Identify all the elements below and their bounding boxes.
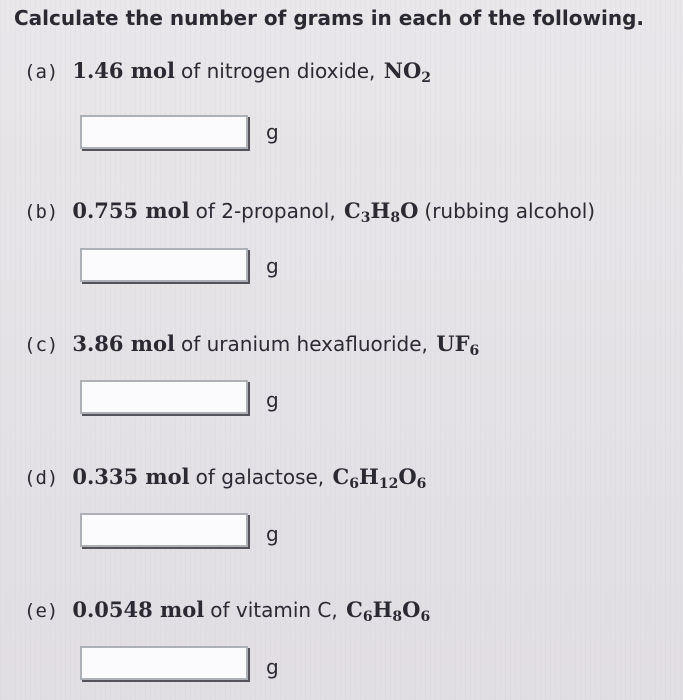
unit-label-b: g <box>266 254 279 278</box>
formula-subscript: 6 <box>349 476 359 492</box>
formula-subscript: 12 <box>378 476 399 492</box>
question-a <box>24 58 431 86</box>
compound-name: of uranium hexafluoride, <box>181 332 428 356</box>
mole-amount: 0.335 mol <box>72 464 190 489</box>
answer-input-b[interactable] <box>80 248 248 282</box>
formula-subscript: 6 <box>416 476 427 492</box>
compound-name: of nitrogen dioxide, <box>181 59 376 83</box>
formula-element: H <box>372 597 393 622</box>
unit-label-c: g <box>266 388 279 412</box>
unit-label-e: g <box>266 655 279 679</box>
mole-amount: 1.46 mol <box>72 58 175 83</box>
chemical-formula <box>436 331 480 359</box>
unit-label-d: g <box>266 522 279 546</box>
chemical-formula <box>332 464 427 492</box>
chemical-formula <box>383 58 431 86</box>
answer-input-c[interactable] <box>80 380 248 414</box>
compound-name: of vitamin C, <box>210 598 338 622</box>
formula-element: C <box>344 198 361 223</box>
formula-element: O <box>400 198 419 223</box>
question-letter: (c) <box>24 334 59 356</box>
formula-subscript: 6 <box>362 609 373 625</box>
formula-element: C <box>332 464 350 489</box>
question-d <box>24 464 426 492</box>
formula-subscript: 3 <box>360 210 371 226</box>
formula-subscript: 2 <box>421 70 431 86</box>
formula-element: O <box>398 464 417 489</box>
formula-element: UF <box>436 331 470 356</box>
question-letter: (d) <box>24 467 59 489</box>
formula-element: C <box>346 597 363 622</box>
mole-amount: 0.0548 mol <box>72 597 205 622</box>
formula-element: H <box>359 464 379 489</box>
instructions-heading: Calculate the number of grams in each of the following. <box>14 6 644 30</box>
formula-subscript: 6 <box>420 609 431 625</box>
question-b <box>24 198 595 226</box>
formula-element: O <box>402 597 421 622</box>
formula-element: NO <box>383 58 422 83</box>
question-c <box>24 331 479 359</box>
answer-input-a[interactable] <box>80 115 248 149</box>
chemical-formula <box>344 198 419 226</box>
mole-amount: 0.755 mol <box>72 198 190 223</box>
compound-note: (rubbing alcohol) <box>424 199 596 223</box>
answer-input-e[interactable] <box>80 646 248 680</box>
compound-name: of 2-propanol, <box>195 199 336 223</box>
compound-name: of galactose, <box>195 465 325 489</box>
question-letter: (a) <box>24 61 59 83</box>
question-letter: (e) <box>24 600 59 622</box>
formula-subscript: 6 <box>469 343 480 359</box>
chemical-formula <box>346 597 431 625</box>
mole-amount: 3.86 mol <box>72 331 175 356</box>
question-letter: (b) <box>24 201 59 223</box>
answer-input-d[interactable] <box>80 513 248 547</box>
unit-label-a: g <box>266 120 279 144</box>
formula-element: H <box>370 198 391 223</box>
formula-subscript: 8 <box>392 609 403 625</box>
question-e <box>24 597 430 625</box>
formula-subscript: 8 <box>390 210 401 226</box>
